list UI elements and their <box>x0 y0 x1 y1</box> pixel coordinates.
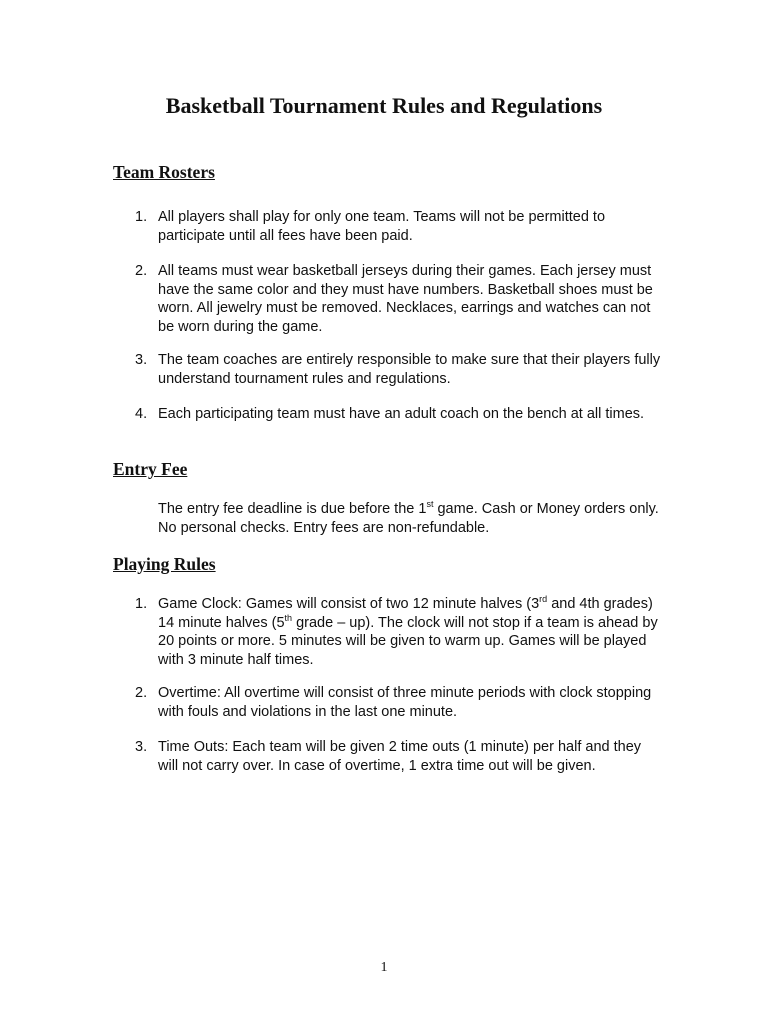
list-item-number: 3. <box>135 739 148 755</box>
list-item <box>135 351 665 388</box>
list-item <box>135 208 665 245</box>
page-number: 1 <box>380 960 388 975</box>
list-item <box>135 405 665 424</box>
list-item <box>135 262 665 336</box>
list-item <box>135 595 665 669</box>
list-item-number: 2. <box>135 263 148 279</box>
list-item-text: Overtime: All overtime will consist of three minute periods with clock stopping with fouls and violations in the last one minute. <box>158 685 652 720</box>
game-clock-text-3: grade – up). The clock will not stop if a team is ahead by 20 points or more. 5 minutes will be given to warm up. Games will be played with 3 minute half times. <box>158 614 658 668</box>
list-item-number: 1. <box>135 596 148 612</box>
section-heading-playing-rules: Playing Rules <box>113 554 216 574</box>
document-title: Basketball Tournament Rules and Regulations <box>165 93 603 118</box>
section-heading-entry-fee: Entry Fee <box>113 459 188 479</box>
list-item-text: All teams must wear basketball jerseys during their games. Each jersey must have the same color and they must have numbers. Basketball shoes must be worn. All jewelry must be removed. Necklaces, earrings and watches can not be worn during the game. <box>158 263 653 335</box>
list-item-text: The team coaches are entirely responsible to make sure that their players fully understand tournament rules and regulations. <box>158 352 661 387</box>
list-item-text: All players shall play for only one team. Teams will not be permitted to participate until all fees have been paid. <box>158 209 606 244</box>
game-clock-text-2: and 4th grades) 14 minute halves (5 <box>158 596 653 631</box>
game-clock-text-1: Game Clock: Games will consist of two 12 minute halves (3 <box>158 596 540 612</box>
list-item <box>135 684 665 721</box>
section-heading-team-rosters: Team Rosters <box>113 162 215 182</box>
entry-fee-text-end: game. Cash or Money orders only. No personal checks. Entry fees are non-refundable. <box>158 501 659 536</box>
list-item-text: Time Outs: Each team will be given 2 time outs (1 minute) per half and they will not carry over. In case of overtime, 1 extra time out will be given. <box>158 739 642 774</box>
list-item-text <box>158 595 665 669</box>
entry-fee-text-start: The entry fee deadline is due before the 1 <box>158 501 427 517</box>
list-item-number: 3. <box>135 352 148 368</box>
list-item-number: 4. <box>135 406 148 422</box>
game-clock-superscript-2: th <box>284 612 293 623</box>
entry-fee-superscript: st <box>426 499 434 509</box>
list-item-number: 1. <box>135 209 148 225</box>
list-item-text: Each participating team must have an adult coach on the bench at all times. <box>158 406 645 422</box>
game-clock-superscript-1: rd <box>539 594 548 604</box>
list-item <box>135 738 665 775</box>
list-item-number: 2. <box>135 685 148 701</box>
entry-fee-paragraph <box>158 500 668 537</box>
